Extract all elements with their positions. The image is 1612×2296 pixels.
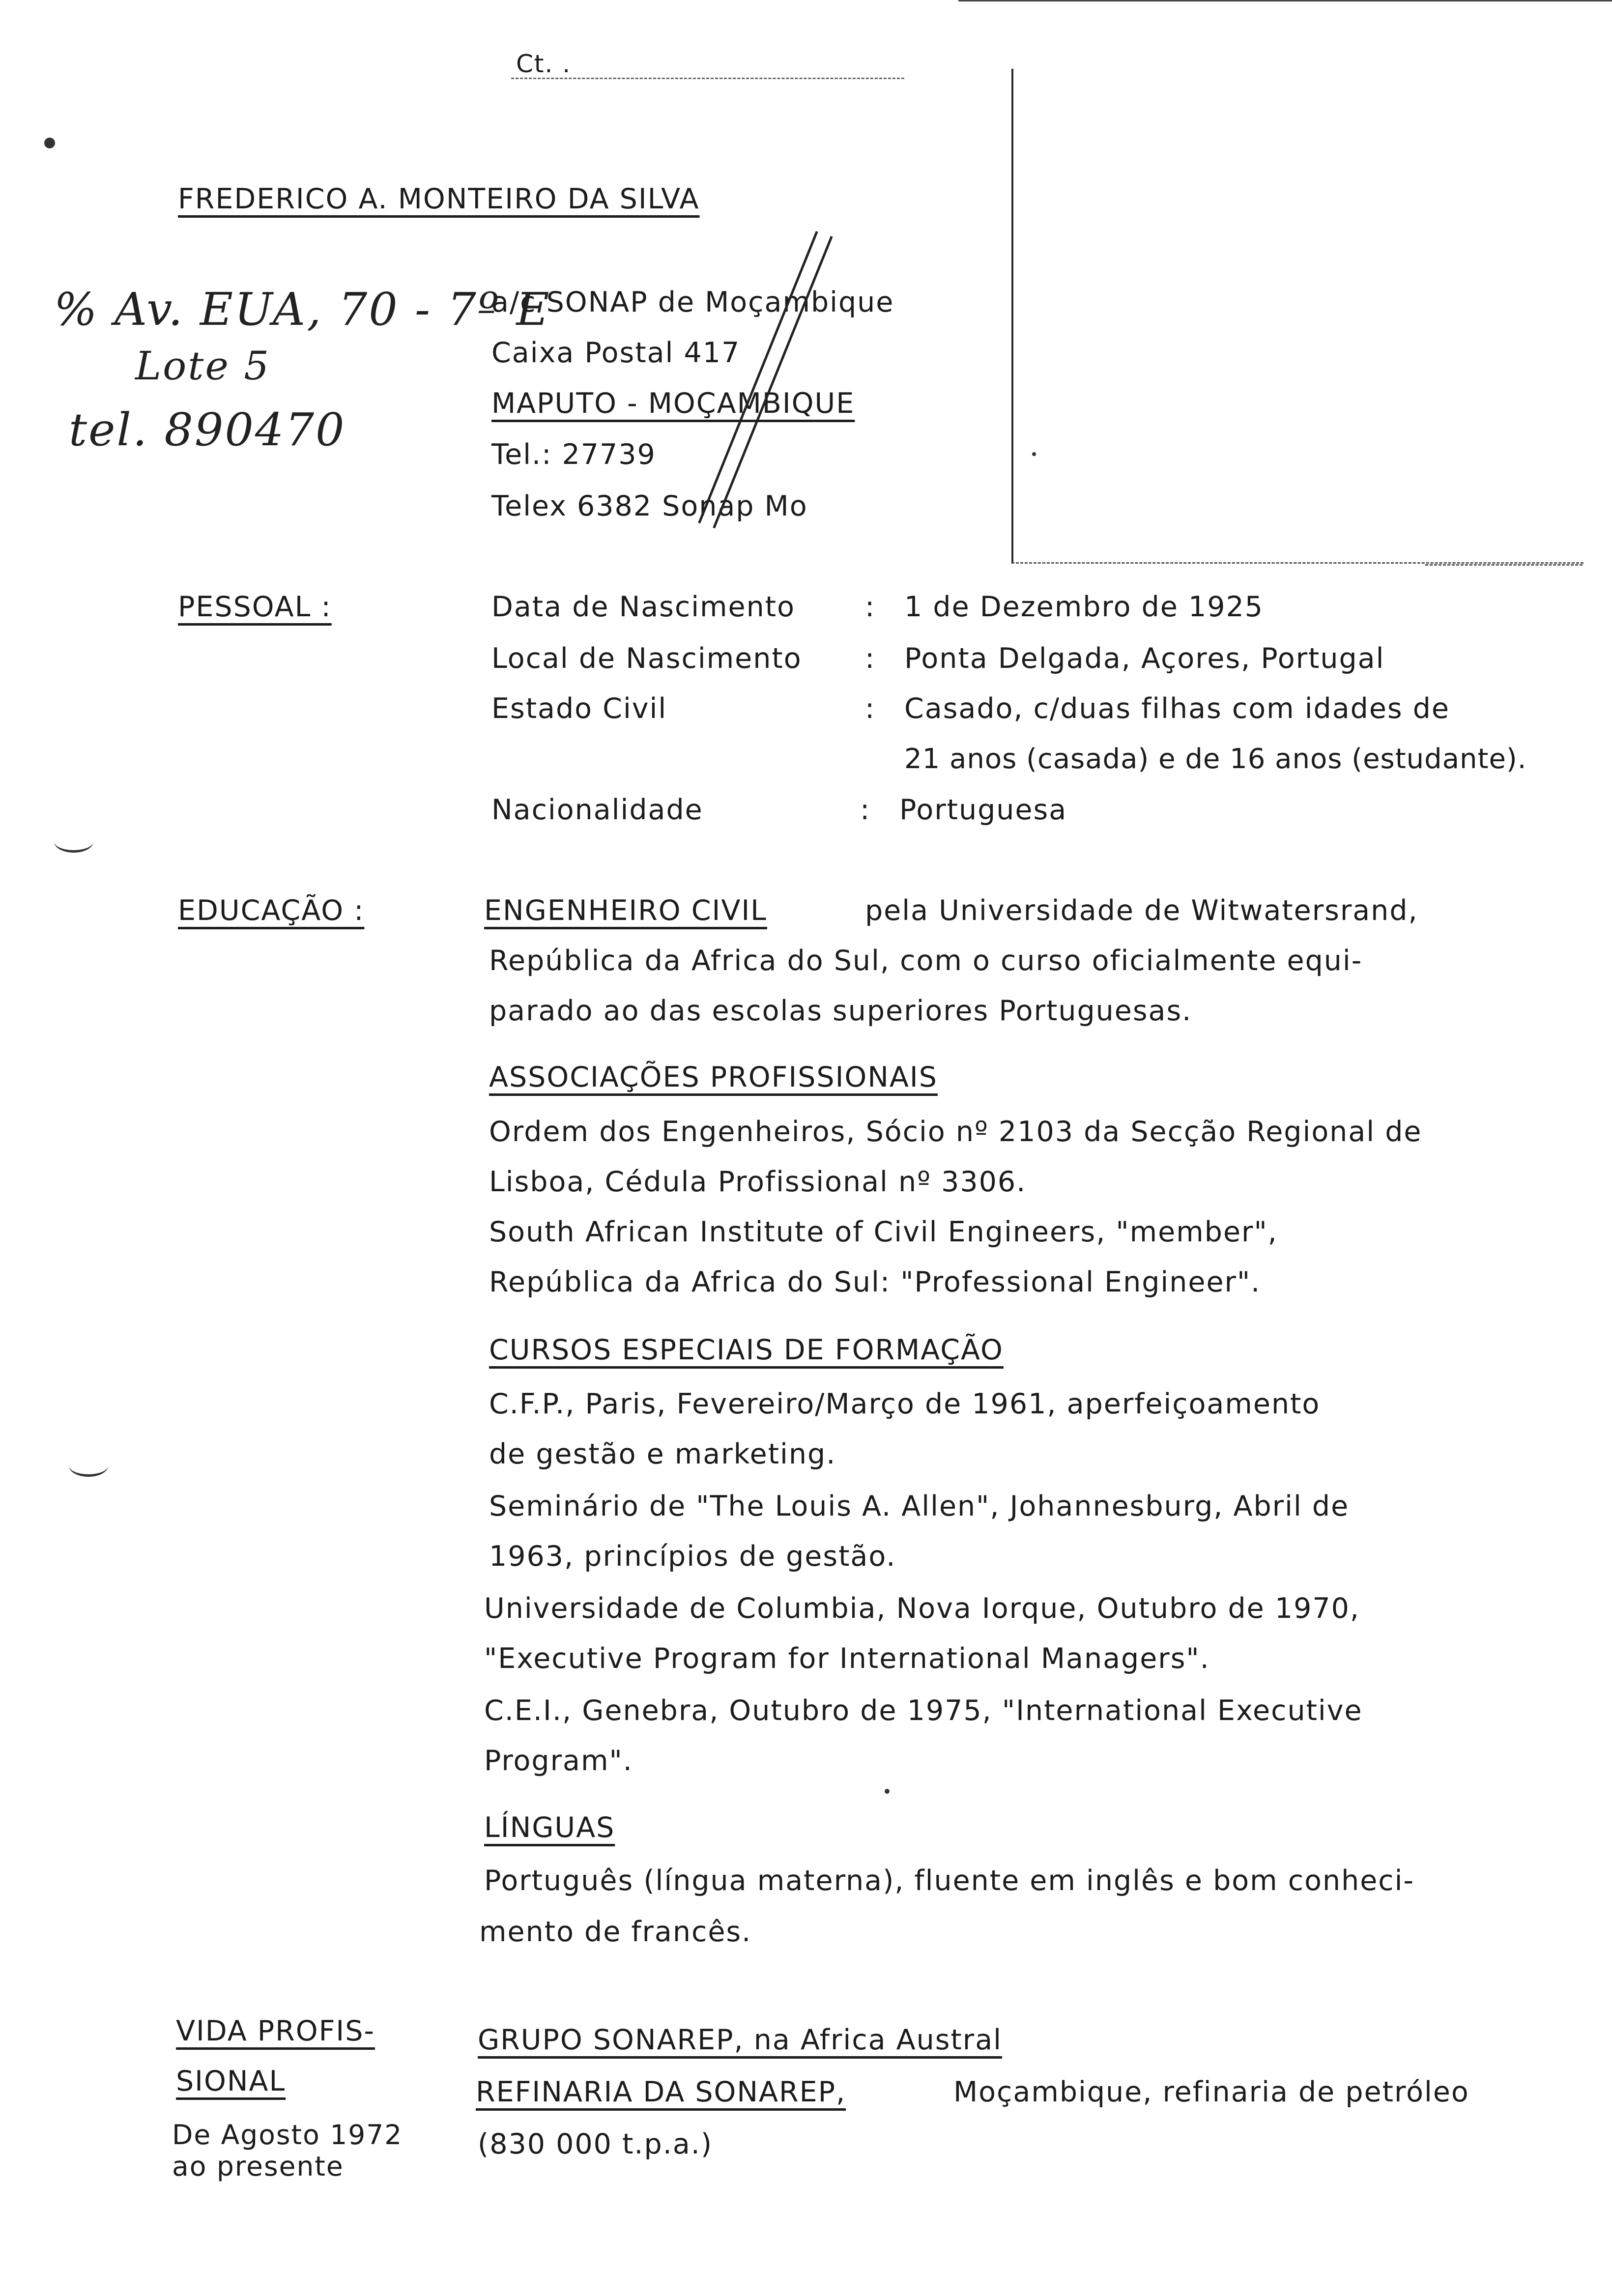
address-line-pobox: Caixa Postal 417 — [491, 337, 741, 369]
section-heading-vida-1: VIDA PROFIS- — [176, 2015, 375, 2047]
linguas-line: mento de francês. — [479, 1916, 752, 1948]
employer-group: GRUPO SONAREP, na Africa Austral — [478, 2024, 1002, 2056]
degree-line-2: República da Africa do Sul, com o curso oficialmente equi- — [489, 945, 1363, 977]
photo-placeholder-box — [1011, 69, 1583, 564]
top-edge-line — [958, 0, 1612, 1]
handwritten-address-line1: % Av. EUA, 70 - 7º E — [54, 283, 551, 336]
section-heading-educacao: EDUCAÇÃO : — [178, 894, 365, 927]
header-fragment-rule — [511, 78, 904, 79]
scan-speck — [885, 1789, 890, 1794]
address-line-city: MAPUTO - MOÇAMBIQUE — [491, 387, 855, 420]
curso-line: Seminário de "The Louis A. Allen", Johannesburg, Abril de — [489, 1490, 1350, 1522]
subheading-linguas: LÍNGUAS — [484, 1811, 615, 1844]
value-civil-status-cont: 21 anos (casada) e de 16 anos (estudante). — [904, 743, 1527, 775]
separator-colon: : — [865, 591, 876, 623]
header-fragment: Ct. . — [516, 50, 572, 78]
assoc-line: Ordem dos Engenheiros, Sócio nº 2103 da Secção Regional de — [489, 1116, 1422, 1148]
strike-mark-2 — [713, 236, 833, 528]
label-birth-date: Data de Nascimento — [491, 591, 795, 623]
subheading-cursos: CURSOS ESPECIAIS DE FORMAÇÃO — [489, 1334, 1004, 1366]
employer-refinery-desc: Moçambique, refinaria de petróleo — [953, 2076, 1469, 2108]
curso-line: Program". — [484, 1745, 633, 1777]
section-heading-vida-2: SIONAL — [176, 2065, 286, 2097]
curso-line: Universidade de Columbia, Nova Iorque, Outubro de 1970, — [484, 1592, 1360, 1625]
curso-line: C.E.I., Genebra, Outubro de 1975, "International Executive — [484, 1694, 1363, 1727]
label-nationality: Nacionalidade — [491, 794, 703, 826]
degree-line-3: parado ao das escolas superiores Portuguesas. — [489, 995, 1192, 1027]
assoc-line: South African Institute of Civil Engineers, "member", — [489, 1216, 1278, 1248]
degree-line-1: pela Universidade de Witwatersrand, — [865, 894, 1418, 927]
label-civil-status: Estado Civil — [491, 692, 667, 725]
scan-mark — [69, 1455, 108, 1477]
address-line-company: a/c SONAP de Moçambique — [491, 286, 894, 318]
employer-capacity: (830 000 t.p.a.) — [478, 2128, 713, 2160]
scan-speck — [44, 138, 55, 148]
label-birth-place: Local de Nascimento — [491, 642, 802, 675]
scan-speck — [1032, 452, 1036, 456]
value-birth-date: 1 de Dezembro de 1925 — [904, 591, 1264, 623]
assoc-line: Lisboa, Cédula Profissional nº 3306. — [489, 1166, 1027, 1198]
value-civil-status: Casado, c/duas filhas com idades de — [904, 692, 1450, 725]
section-heading-pessoal: PESSOAL : — [178, 591, 332, 623]
curso-line: de gestão e marketing. — [489, 1438, 836, 1470]
curso-line: C.F.P., Paris, Fevereiro/Março de 1961, aperfeiçoamento — [489, 1388, 1321, 1420]
separator-colon: : — [865, 692, 876, 725]
employer-refinery: REFINARIA DA SONAREP, — [476, 2076, 846, 2108]
linguas-line: Português (língua materna), fluente em inglês e bom conheci- — [484, 1865, 1415, 1897]
scan-line — [1425, 564, 1583, 566]
address-line-tel: Tel.: 27739 — [491, 438, 656, 471]
handwritten-address-line2: Lote 5 — [135, 343, 271, 389]
scan-mark — [54, 831, 93, 853]
degree-title: ENGENHEIRO CIVIL — [484, 894, 767, 927]
strike-mark — [698, 231, 818, 523]
assoc-line: República da Africa do Sul: "Professional Engineer". — [489, 1266, 1261, 1298]
address-line-telex: Telex 6382 Sonap Mo — [491, 490, 808, 522]
subheading-associacoes: ASSOCIAÇÕES PROFISSIONAIS — [489, 1061, 938, 1093]
value-birth-place: Ponta Delgada, Açores, Portugal — [904, 642, 1385, 675]
separator-colon: : — [860, 794, 871, 826]
candidate-name: FREDERICO A. MONTEIRO DA SILVA — [178, 183, 700, 215]
employment-period-end: ao presente — [172, 2151, 344, 2182]
employment-period-start: De Agosto 1972 — [172, 2119, 403, 2151]
curso-line: "Executive Program for International Managers". — [484, 1642, 1210, 1675]
separator-colon: : — [865, 642, 876, 675]
handwritten-phone: tel. 890470 — [69, 403, 346, 456]
value-nationality: Portuguesa — [899, 794, 1067, 826]
curso-line: 1963, princípios de gestão. — [489, 1540, 896, 1573]
